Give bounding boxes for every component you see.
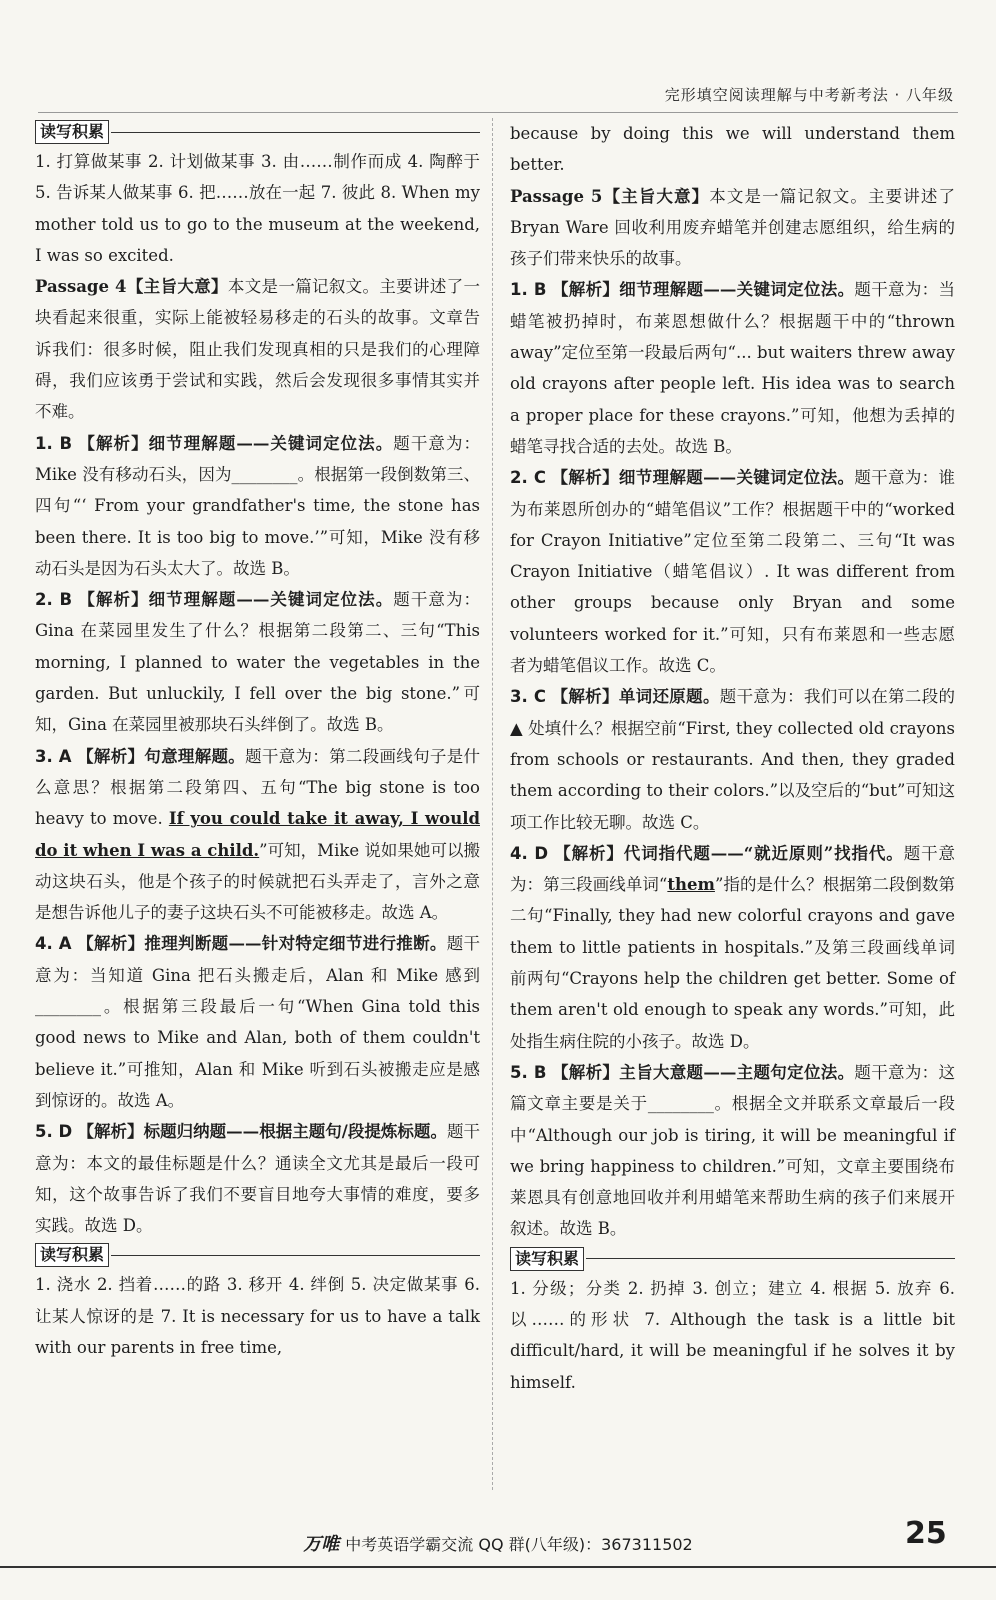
page-number: 25 bbox=[905, 1516, 947, 1551]
right-column bbox=[510, 118, 955, 1398]
answer-item: 5. D 【解析】标题归纳题——根据主题句/段提炼标题。题干意为：本文的最佳标题是什么？通读全文尤其是最后一段可知，这个故事告诉了我们不要盲目地夸大事情的难度，要多实践。故选 D。 bbox=[35, 1122, 480, 1236]
answer-item: 4. D 【解析】代词指代题——“就近原则”找指代。题干意为：第三段画线单词“them”指的是什么？根据第二段倒数第二句“Finally, they had new colorful crayons and gave them to little patients in hospitals.”及第三段画线单词前两句“Crayons help the children get better. Some of them aren't old enough to speak any words.”可知，此处指生病住院的小孩子。故选 D。 bbox=[510, 843, 956, 1051]
answer-item: 2. C 【解析】细节理解题——关键词定位法。题干意为：谁为布莱恩所创办的“蜡笔倡议”工作？根据题干中的“worked for Crayon Initiative”定位至第二段第二、三句“It was Crayon Initiative（蜡笔倡议）. It was different from other groups because only Bryan and some volunteers worked for it.”可知，只有布莱恩和一些志愿者为蜡笔倡议工作。故选 C。 bbox=[510, 468, 956, 676]
underlined-word: them bbox=[667, 875, 715, 895]
vocab-answers: 1. 浇水 2. 挡着……的路 3. 移开 4. 绊倒 5. 决定做某事 6. 让某人惊讶的是 7. It is necessary for us to have a talk with our parents in free time, bbox=[35, 1275, 480, 1357]
footer bbox=[0, 1530, 996, 1556]
answer-item: 1. B 【解析】细节理解题——关键词定位法。题干意为：Mike 没有移动石头，因为________。根据第一段倒数第三、四句“‘ From your grandfather's time, the stone has been there. It is too big to move.’”可知，Mike 没有移动石头是因为石头太大了。故选 B。 bbox=[35, 433, 481, 578]
underlined-sentence: If you could take it away, I would do it when I was a child. bbox=[35, 809, 480, 860]
brand-logo: 万唯 bbox=[303, 1534, 340, 1555]
column-divider bbox=[492, 118, 493, 1490]
vocab-answers: 1. 分级；分类 2. 扔掉 3. 创立；建立 4. 根据 5. 放弃 6. 以……的形状 7. Although the task is a little bit difficult/hard, it will be meaningful if he solves it by himself. bbox=[510, 1278, 955, 1392]
answer-item: 1. B 【解析】细节理解题——关键词定位法。题干意为：当蜡笔被扔掉时，布莱恩想做什么？根据题干中的“thrown away”定位至第一段最后两句“... but waiters threw away old crayons after people left. His idea was to search a proper place for these crayons.”可知，他想为丢掉的蜡笔寻找合适的去处。故选 B。 bbox=[510, 280, 956, 456]
vocab-answers: 1. 打算做某事 2. 计划做某事 3. 由……制作而成 4. 陶醉于 5. 告诉某人做某事 6. 把……放在一起 7. 彼此 8. When my mother told us to go to the museum at the weekend, I was so excited. bbox=[35, 152, 480, 265]
answer-item: 3. C 【解析】单词还原题。题干意为：我们可以在第二段的 ▲ 处填什么？根据空前“First, they collected old crayons from schools or restaurants. And then, they graded them according to their colors.”以及空后的“but”可知这项工作比较无聊。故选 C。 bbox=[510, 687, 956, 832]
answer-item: 5. B 【解析】主旨大意题——主题句定位法。题干意为：这篇文章主要是关于________。根据全文并联系文章最后一段中“Although our job is tiring, it will be meaningful if we bring happiness to children.”可知，文章主要围绕布莱恩具有创意地回收并利用蜡笔来帮助生病的孩子们来展开叙述。故选 B。 bbox=[510, 1062, 956, 1239]
continued-text: because by doing this we will understand them better. bbox=[510, 124, 955, 175]
answer-item: 4. A 【解析】推理判断题——针对特定细节进行推断。题干意为：当知道 Gina 把石头搬走后，Alan 和 Mike 感到________。根据第三段最后一句“When Gina told this good news to Mike and Alan, both of them couldn't believe it.”可推知，Alan 和 Mike 听到石头被搬走应是感到惊讶的。故选 A。 bbox=[35, 934, 481, 1110]
running-header: 完形填空阅读理解与中考新考法 · 八年级 bbox=[664, 86, 954, 104]
answer-item: 2. B 【解析】细节理解题——关键词定位法。题干意为：Gina 在菜园里发生了什么？根据第二段第二、三句“This morning, I planned to water the vegetables in the garden. But unluckily, I fell over the big stone.”可知，Gina 在菜园里被那块石头绊倒了。故选 B。 bbox=[35, 590, 481, 735]
passage4-summary: Passage 4【主旨大意】本文是一篇记叙文。主要讲述了一块看起来很重，实际上能被轻易移走的石头的故事。文章告诉我们：很多时候，阻止我们发现真相的只是我们的心理障碍，我们应该勇于尝试和实践，然后会发现很多事情其实并不难。 bbox=[35, 277, 481, 422]
left-column bbox=[35, 118, 480, 1363]
footer-text: 中考英语学霸交流 QQ 群(八年级)：367311502 bbox=[345, 1535, 693, 1554]
section-tag: 读写积累 bbox=[35, 120, 109, 144]
answer-item: 3. A 【解析】句意理解题。题干意为：第二段画线句子是什么意思？根据第二段第四、五句“The big stone is too heavy to move. If you could take it away, I would do it when I was a child.”可知，Mike 说如果她可以搬动这块石头，他是个孩子的时候就把石头弄走了，言外之意是想告诉他儿子的妻子这块石头不可能被移走。故选 A。 bbox=[35, 746, 481, 923]
section-heading bbox=[35, 1243, 480, 1267]
section-heading bbox=[35, 120, 480, 144]
passage5-summary: Passage 5【主旨大意】本文是一篇记叙文。主要讲述了 Bryan Ware 回收利用废弃蜡笔并创建志愿组织，给生病的孩子们带来快乐的故事。 bbox=[510, 186, 956, 269]
header-rule bbox=[38, 112, 958, 113]
bottom-rule bbox=[0, 1566, 996, 1568]
section-tag: 读写积累 bbox=[35, 1243, 109, 1267]
section-heading bbox=[510, 1247, 955, 1271]
section-tag: 读写积累 bbox=[510, 1247, 584, 1271]
